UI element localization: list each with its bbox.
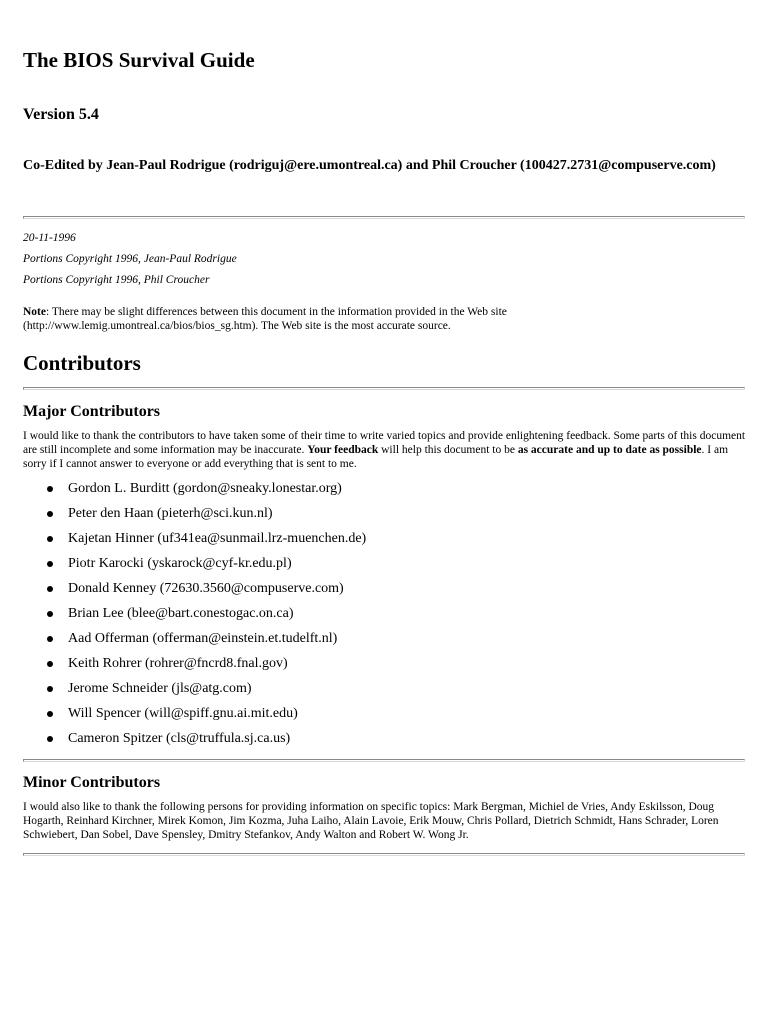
bullet-icon: [47, 711, 53, 717]
list-item-text: Keith Rohrer (rohrer@fncrd8.fnal.gov): [68, 656, 288, 671]
list-item-text: Jerome Schneider (jls@atg.com): [68, 681, 252, 696]
list-item: [23, 603, 366, 628]
list-item: [23, 728, 366, 753]
version-label: Version 5.4: [23, 106, 99, 123]
copyright-line-2: Portions Copyright 1996, Phil Croucher: [23, 274, 210, 286]
horizontal-rule: [23, 759, 745, 762]
list-item: [23, 628, 366, 653]
bullet-icon: [47, 636, 53, 642]
para-text: I would like to thank the contributors to have taken some of their time to write varied topics and provide enlightening feedback. Some parts of this document are still incomplete and some information may be inaccurate.: [23, 430, 746, 456]
horizontal-rule: [23, 387, 745, 390]
para-text: will help this document to be: [378, 444, 518, 456]
document-title: The BIOS Survival Guide: [23, 48, 255, 72]
major-contributors-paragraph: [23, 429, 746, 471]
bullet-icon: [47, 686, 53, 692]
para-text: . I am sorry if I cannot answer to everyone or add everything that is sent to me.: [23, 444, 729, 470]
copyright-line-1: Portions Copyright 1996, Jean-Paul Rodrigue: [23, 253, 237, 265]
list-item-text: Brian Lee (blee@bart.conestogac.on.ca): [68, 606, 294, 621]
list-item: [23, 678, 366, 703]
document-date: 20-11-1996: [23, 232, 76, 244]
list-item: [23, 553, 366, 578]
list-item-text: Cameron Spitzer (cls@truffula.sj.ca.us): [68, 731, 291, 746]
note-text: : There may be slight differences between this document in the information provided in the Web site (http://www.lemig.umontreal.ca/bios/bios_sg.htm). The Web site is the most accurate source.: [23, 306, 507, 332]
bullet-icon: [47, 736, 53, 742]
bullet-icon: [47, 486, 53, 492]
bullet-icon: [47, 561, 53, 567]
list-item: [23, 703, 366, 728]
horizontal-rule: [23, 216, 745, 219]
list-item-text: Will Spencer (will@spiff.gnu.ai.mit.edu): [68, 706, 298, 721]
major-contributors-heading: Major Contributors: [23, 403, 161, 420]
list-item: [23, 528, 366, 553]
list-item-text: Kajetan Hinner (uf341ea@sunmail.lrz-muenchen.de): [68, 531, 367, 546]
bullet-icon: [47, 586, 53, 592]
minor-contributors-heading: Minor Contributors: [23, 774, 161, 791]
contributors-heading: Contributors: [23, 351, 141, 375]
list-item-text: Donald Kenney (72630.3560@compuserve.com): [68, 581, 344, 596]
list-item-text: Peter den Haan (pieterh@sci.kun.nl): [68, 506, 273, 521]
list-item-text: Aad Offerman (offerman@einstein.et.tudelft.nl): [68, 631, 338, 646]
list-item: [23, 653, 366, 678]
coeditors-line: Co-Edited by Jean-Paul Rodrigue (rodriguj@ere.umontreal.ca) and Phil Croucher (100427.2731@compuserve.com): [23, 158, 716, 173]
list-item: [23, 503, 366, 528]
bullet-icon: [47, 661, 53, 667]
list-item-text: Piotr Karocki (yskarock@cyf-kr.edu.pl): [68, 556, 292, 571]
horizontal-rule: [23, 853, 745, 856]
major-contributors-list: [23, 478, 366, 753]
para-bold-text: as accurate and up to date as possible: [517, 444, 702, 456]
note-label: Note: [23, 306, 46, 318]
list-item: [23, 478, 366, 503]
bullet-icon: [47, 611, 53, 617]
para-bold-text: Your feedback: [307, 444, 379, 456]
note-paragraph: [23, 305, 745, 333]
list-item: [23, 578, 366, 603]
bullet-icon: [47, 536, 53, 542]
list-item-text: Gordon L. Burditt (gordon@sneaky.lonestar.org): [68, 481, 342, 496]
bullet-icon: [47, 511, 53, 517]
minor-contributors-paragraph: I would also like to thank the following persons for providing information on specific topics: Mark Bergman, Michiel de Vries, Andy Eskilsson, Doug Hogarth, Reinhard Kirchner, Mirek Komon, Jim Kozma, Juha Laiho, Alain Lavoie, Erik Mouw, Chris Pollard, Dietrich Schmidt, Hans Schrader, Loren Schwiebert, Dan Sobel, Dave Spensley, Dmitry Stefankov, Andy Walton and Robert W. Wong Jr.: [23, 801, 719, 841]
